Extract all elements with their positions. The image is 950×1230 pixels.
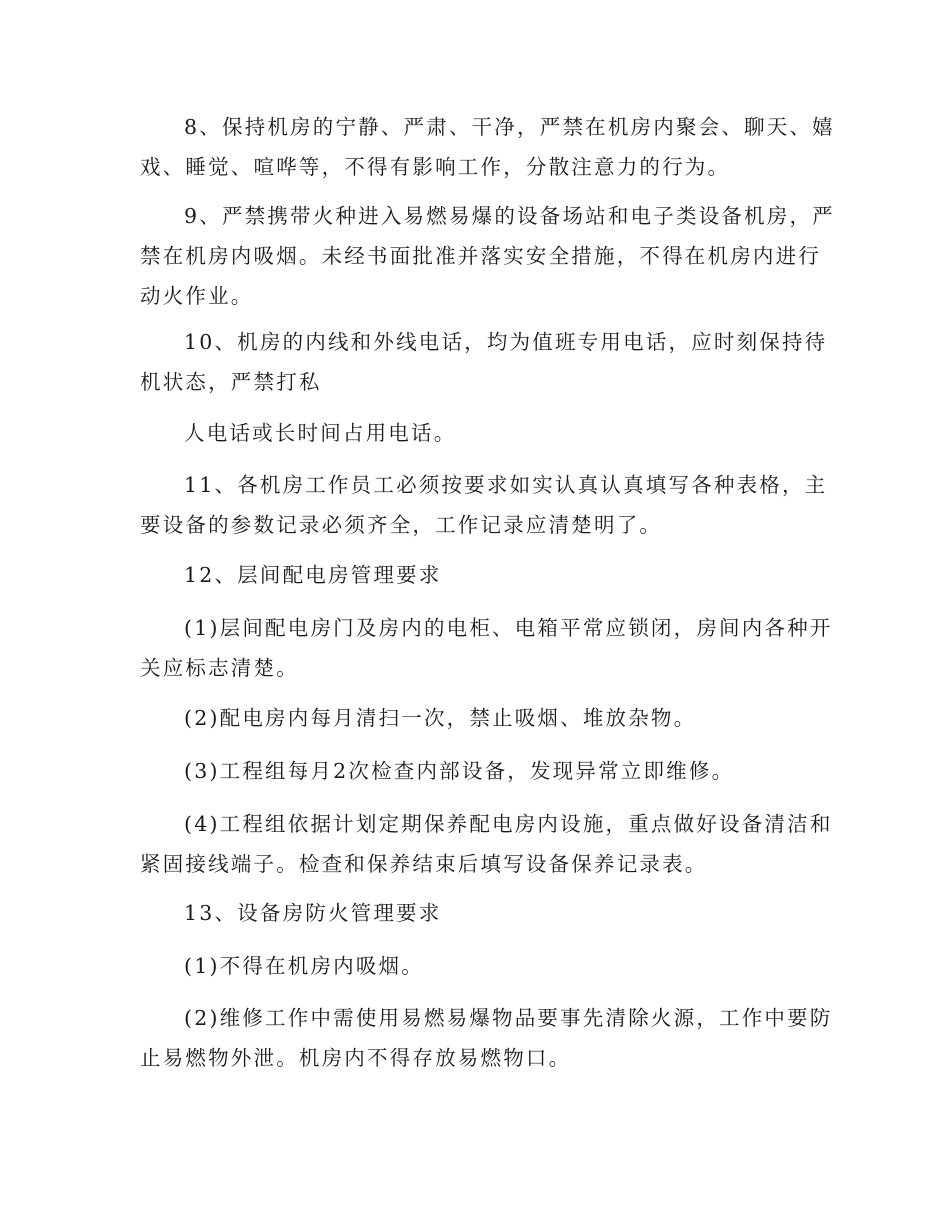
text-line: 动火作业。 <box>140 284 254 308</box>
text-line: (2)配电房内每月清扫一次，禁止吸烟、堆放杂物。 <box>184 706 697 730</box>
text-line: (1)不得在机房内吸烟。 <box>184 954 424 978</box>
paragraph-item-12-4 <box>140 804 833 884</box>
text-line: 戏、睡觉、喧哗等，不得有影响工作，分散注意力的行为。 <box>140 155 731 179</box>
paragraph-item-12-heading <box>140 555 810 595</box>
text-line: 关应标志清楚。 <box>140 656 299 680</box>
text-line: 机状态，严禁打私 <box>140 370 322 394</box>
text-line: 8、保持机房的宁静、严肃、干净，严禁在机房内聚会、聊天、嬉 <box>184 115 835 139</box>
paragraph-item-11 <box>140 465 828 545</box>
text-line: 10、机房的内线和外线电话，均为值班专用电话，应时刻保持待 <box>184 330 828 354</box>
text-line: 紧固接线端子。检查和保养结束后填写设备保养记录表。 <box>140 852 708 876</box>
paragraph-item-12-2 <box>140 698 810 738</box>
paragraph-item-12-1 <box>140 608 833 688</box>
text-line: (3)工程组每月2次检查内部设备，发现异常立即维修。 <box>184 759 735 783</box>
text-line: (4)工程组依据计划定期保养配电房内设施，重点做好设备清洁和 <box>184 812 833 836</box>
paragraph-item-10 <box>140 322 828 402</box>
text-line: 止易燃物外泄。机房内不得存放易燃物口。 <box>140 1046 572 1070</box>
text-line: 禁在机房内吸烟。未经书面批准并落实安全措施，不得在机房内进行 <box>140 244 821 268</box>
text-line: (2)维修工作中需使用易燃易爆物品要事先清除火源，工作中要防 <box>184 1006 833 1030</box>
text-line: 9、严禁携带火种进入易燃易爆的设备场站和电子类设备机房，严 <box>184 204 835 228</box>
text-line: (1)层间配电房门及房内的电柜、电箱平常应锁闭，房间内各种开 <box>184 616 833 640</box>
text-line: 13、设备房防火管理要求 <box>184 901 442 925</box>
text-line: 11、各机房工作员工必须按要求如实认真认真填写各种表格，主 <box>184 473 828 497</box>
text-line: 12、层间配电房管理要求 <box>184 563 442 587</box>
paragraph-item-12-3 <box>140 751 810 791</box>
paragraph-item-9 <box>140 196 835 316</box>
text-line: 人电话或长时间占用电话。 <box>184 421 457 445</box>
paragraph-item-10-continued <box>140 413 810 453</box>
paragraph-item-13-heading <box>140 893 810 933</box>
paragraph-item-13-1 <box>140 946 810 986</box>
paragraph-item-13-2 <box>140 998 833 1078</box>
text-line: 要设备的参数记录必须齐全，工作记录应清楚明了。 <box>140 513 663 537</box>
paragraph-item-8 <box>140 107 835 187</box>
